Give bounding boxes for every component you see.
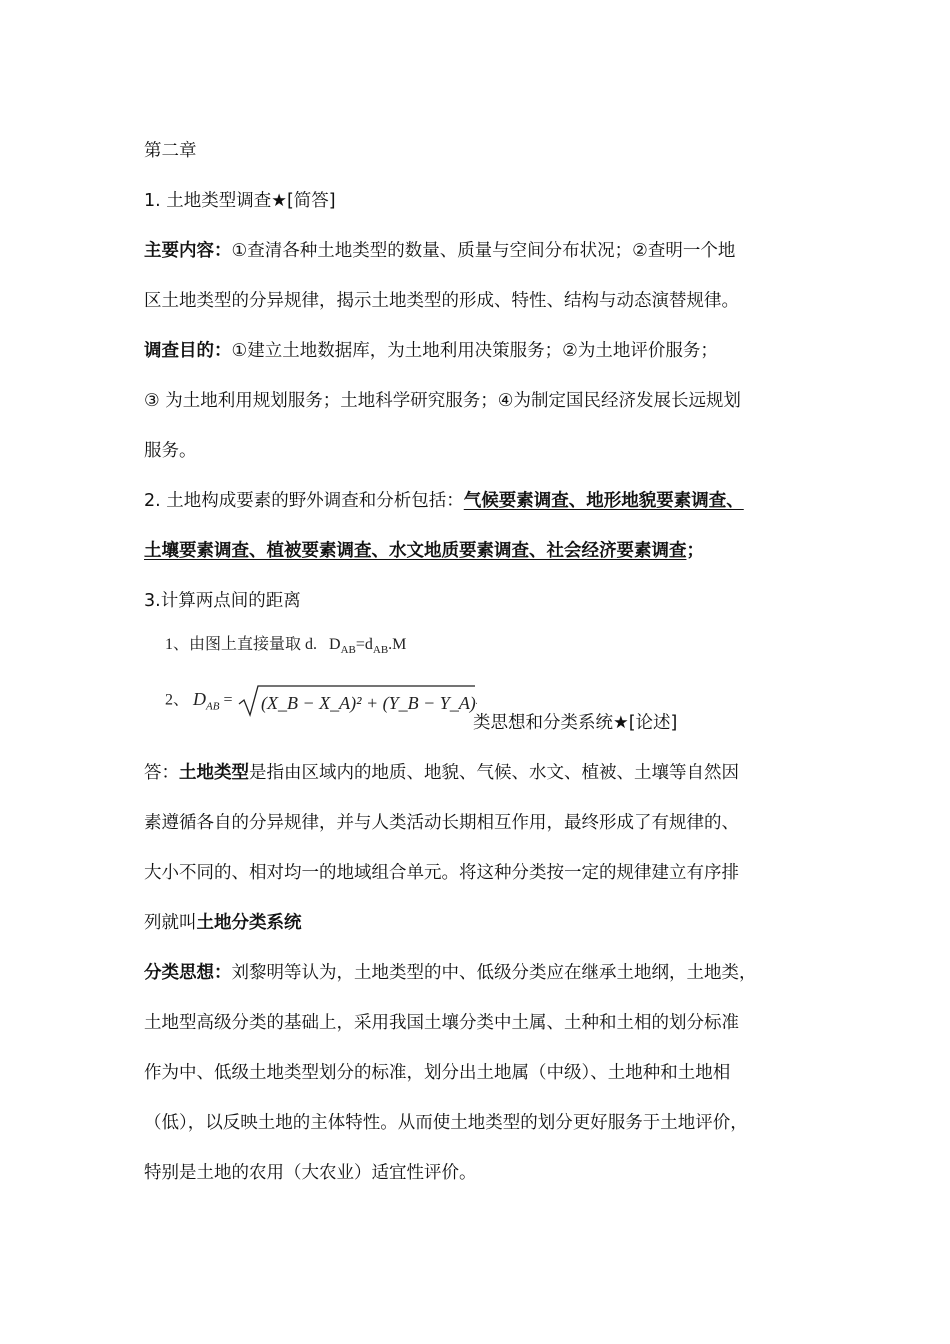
sqrt-expression xyxy=(237,684,477,718)
q4-idea-line-5: 特别是土地的农用（大农业）适宜性评价。 xyxy=(144,1163,477,1183)
q1-title: 1. 土地类型调查★[简答] xyxy=(144,191,336,211)
q4-def-line-1 xyxy=(144,761,810,785)
def-text: 是指由区域内的地质、地貌、气候、水文、植被、土壤等自然因 xyxy=(249,763,739,783)
q2-line-1 xyxy=(144,489,810,513)
q4-idea-line-3: 作为中、低级土地类型划分的标准，划分出土地属（中级）、土地种和土地相 xyxy=(144,1063,731,1083)
q1-purpose-line-1 xyxy=(144,339,810,363)
q4-def-line-4: 列就叫土地分类系统 xyxy=(144,913,302,933)
idea-text: 刘黎明等认为，土地类型的中、低级分类应在继承土地纲，土地类， xyxy=(231,963,757,983)
formula-2: 2、 $D_{AB}$ = (X_B − X_A)² + (Y_B − Y_A)² xyxy=(165,684,477,718)
q2-end: ； xyxy=(686,541,704,561)
q3-title: 3.计算两点间的距离 xyxy=(144,591,301,611)
distance-formula-image xyxy=(165,628,505,720)
purpose-text: ①建立土地数据库，为土地利用决策服务；②为土地评价服务； xyxy=(231,341,718,361)
q1-purpose-line-3: 服务。 xyxy=(144,441,197,461)
image-crop-strip xyxy=(144,718,474,730)
q4-idea-line-4: （低），以反映土地的主体特性。从而使土地类型的划分更好服务于土地评价， xyxy=(144,1113,748,1133)
q4-idea-line-1 xyxy=(144,961,810,985)
formula-1: 1、由图上直接量取 d. $D_{AB}=d_{AB}.M$ xyxy=(165,636,407,657)
q1-content-line-1 xyxy=(144,239,810,263)
answer-label: 答： xyxy=(144,763,179,783)
q2-line-2 xyxy=(144,539,810,563)
term-land-type: 土地类型 xyxy=(179,763,249,783)
q2-items-2: 土壤要素调查、植被要素调查、水文地质要素调查、社会经济要素调查 xyxy=(144,541,687,561)
purpose-label: 调查目的： xyxy=(144,341,232,361)
q1-purpose-line-2: ③ 为土地利用规划服务；土地科学研究服务；④为制定国民经济发展长远规划 xyxy=(144,391,741,411)
content-text: ①查清各种土地类型的数量、质量与空间分布状况；②查明一个地 xyxy=(231,241,736,261)
content-label: 主要内容： xyxy=(144,241,232,261)
q4-idea-line-2: 土地型高级分类的基础上，采用我国土壤分类中土属、土种和土相的划分标准 xyxy=(144,1013,739,1033)
q2-items-1: 气候要素调查、地形地貌要素调查、 xyxy=(463,491,744,511)
term-classification-system: 土地分类系统 xyxy=(196,913,302,933)
q4-title-fragment: 类思想和分类系统★[论述] xyxy=(473,713,678,733)
svg-text:(X_B − X_A)² + (Y_B − Y_A)²: (X_B − X_A)² + (Y_B − Y_A)² xyxy=(260,693,477,713)
q4-def-line-2: 素遵循各自的分异规律，并与人类活动长期相互作用，最终形成了有规律的、 xyxy=(144,813,739,833)
chapter-title: 第二章 xyxy=(144,141,197,161)
q2-prefix: 2. 土地构成要素的野外调查和分析包括： xyxy=(144,491,464,511)
q4-def-line-3: 大小不同的、相对均一的地域组合单元。将这种分类按一定的规律建立有序排 xyxy=(144,863,739,883)
q1-content-line-2: 区土地类型的分异规律，揭示土地类型的形成、特性、结构与动态演替规律。 xyxy=(144,291,739,311)
idea-label: 分类思想： xyxy=(144,963,232,983)
